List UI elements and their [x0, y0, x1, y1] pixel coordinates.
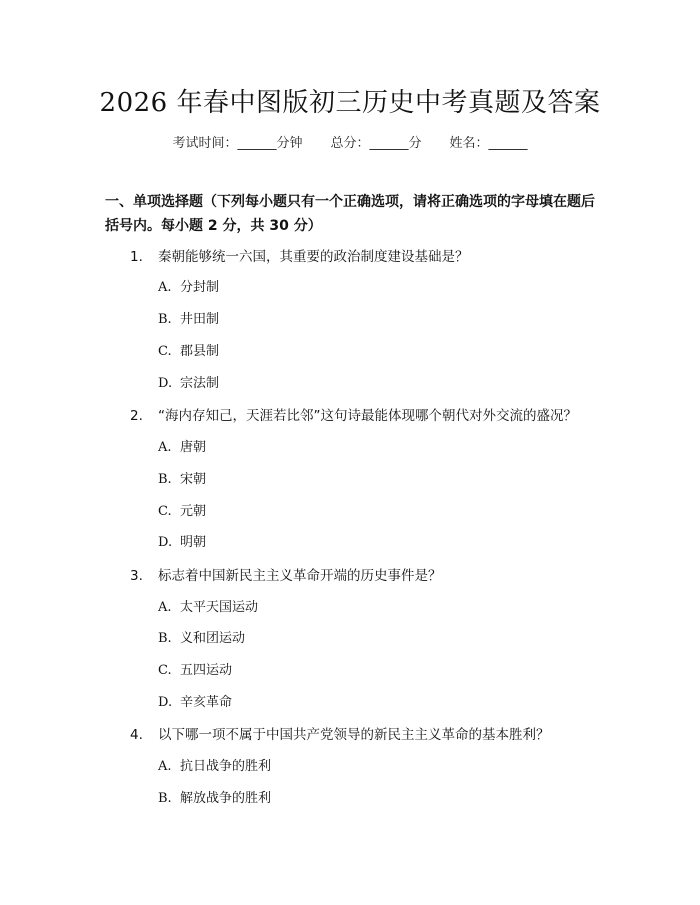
question-1-option-d — [158, 372, 219, 391]
student-name-field: 姓名：______ — [449, 136, 528, 151]
option-text: 井田制 — [180, 312, 220, 327]
exam-meta — [0, 132, 700, 151]
option-label: A. — [158, 440, 172, 455]
option-text: 宋朝 — [180, 472, 207, 487]
question-number: 4. — [130, 727, 143, 743]
question-4 — [130, 723, 550, 743]
question-4-option-b — [158, 787, 271, 806]
option-text: 太平天国运动 — [180, 600, 259, 615]
option-label: A. — [158, 600, 172, 615]
question-text: 秦朝能够统一六国，其重要的政治制度建设基础是？ — [158, 249, 469, 265]
question-3-option-d — [158, 691, 232, 710]
option-text: 宗法制 — [180, 376, 220, 391]
option-label: A. — [158, 280, 172, 295]
question-number: 1. — [130, 249, 143, 265]
option-label: C. — [158, 504, 172, 519]
option-label: B. — [158, 312, 172, 327]
option-text: 明朝 — [180, 535, 207, 550]
option-label: D. — [158, 376, 173, 391]
option-text: 唐朝 — [180, 440, 207, 455]
option-text: 解放战争的胜利 — [180, 791, 272, 806]
question-4-option-a — [158, 755, 271, 774]
question-number: 2. — [130, 408, 143, 424]
option-text: 辛亥革命 — [180, 695, 233, 710]
total-score-field: 总分：______分 — [330, 136, 422, 151]
option-label: B. — [158, 791, 172, 806]
question-2-option-d — [158, 531, 206, 550]
question-1-option-c — [158, 340, 219, 359]
option-label: C. — [158, 344, 172, 359]
question-1-option-a — [158, 276, 219, 295]
question-3-option-b — [158, 627, 245, 646]
option-label: C. — [158, 663, 172, 678]
option-label: B. — [158, 631, 172, 646]
question-number: 3. — [130, 568, 143, 584]
question-text: 以下哪一项不属于中国共产党领导的新民主主义革命的基本胜利？ — [158, 727, 550, 743]
question-1 — [130, 245, 469, 265]
question-3 — [130, 564, 442, 584]
question-1-option-b — [158, 308, 219, 327]
question-2-option-a — [158, 436, 206, 455]
document-title: 2026 年春中图版初三历史中考真题及答案 — [99, 88, 601, 118]
question-2-option-b — [158, 468, 206, 487]
option-label: D. — [158, 535, 173, 550]
question-3-option-c — [158, 659, 232, 678]
section-heading: 一、单项选择题（下列每小题只有一个正确选项，请将正确选项的字母填在题后括号内。每小题 2 分，共 30 分） — [105, 194, 595, 234]
question-2-option-c — [158, 500, 206, 519]
option-label: A. — [158, 759, 172, 774]
option-text: 抗日战争的胜利 — [180, 759, 272, 774]
option-text: 五四运动 — [180, 663, 233, 678]
exam-time-field: 考试时间：______分钟 — [172, 136, 303, 151]
option-label: B. — [158, 472, 172, 487]
question-text: “海内存知己，天涯若比邻”这句诗最能体现哪个朝代对外交流的盛况？ — [158, 408, 577, 424]
option-text: 元朝 — [180, 504, 207, 519]
option-text: 义和团运动 — [180, 631, 246, 646]
question-2 — [130, 404, 577, 424]
option-text: 郡县制 — [180, 344, 220, 359]
question-text: 标志着中国新民主主义革命开端的历史事件是？ — [158, 568, 442, 584]
option-text: 分封制 — [180, 280, 220, 295]
question-3-option-a — [158, 596, 258, 615]
option-label: D. — [158, 695, 173, 710]
